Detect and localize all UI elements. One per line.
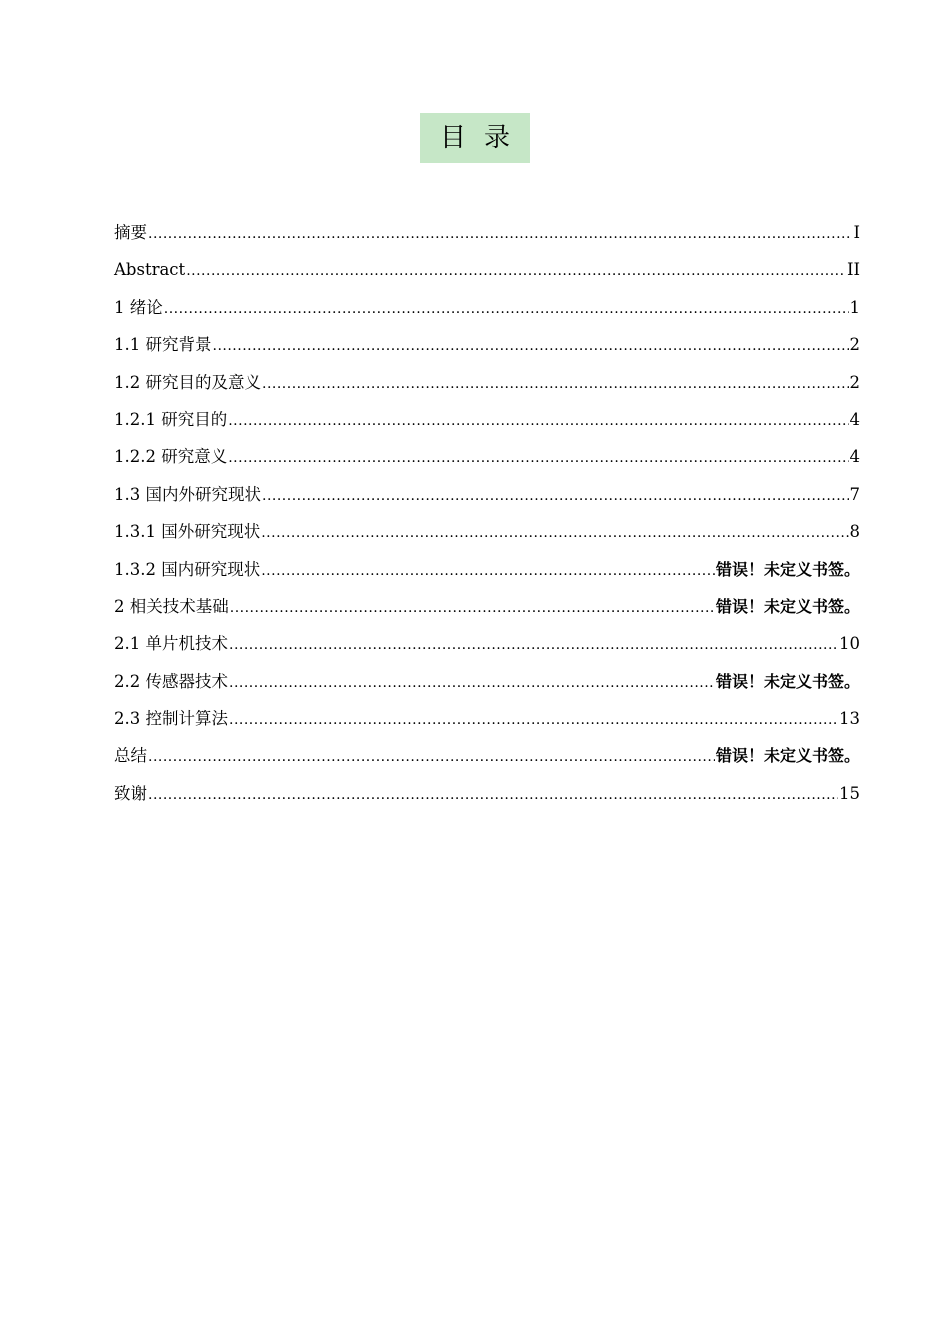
toc-dot-leader bbox=[262, 478, 849, 515]
toc-entry-1-2-1[interactable] bbox=[114, 401, 860, 438]
toc-entry-1[interactable] bbox=[114, 289, 860, 326]
toc-entry-label: 总结 bbox=[114, 746, 147, 766]
toc-entry-1-2[interactable] bbox=[114, 364, 860, 401]
toc-entry-2-2[interactable] bbox=[114, 663, 860, 700]
toc-entry-label: Abstract bbox=[114, 260, 186, 280]
toc-entry-bookmark-error: 错误！未定义书签。 bbox=[715, 671, 860, 691]
toc-entry-page: 7 bbox=[849, 484, 860, 504]
toc-entry-label: 2 相关技术基础 bbox=[114, 596, 229, 616]
toc-dot-leader bbox=[229, 702, 838, 739]
toc-entry-label: 1.3.1 国外研究现状 bbox=[114, 522, 261, 542]
toc-entry-1-3-2[interactable] bbox=[114, 551, 860, 588]
toc-entry-page: 4 bbox=[849, 409, 860, 429]
toc-entry-1-3-1[interactable] bbox=[114, 513, 860, 550]
table-of-contents bbox=[114, 214, 860, 812]
toc-entry-label: 摘要 bbox=[114, 223, 147, 242]
toc-entry-2-3[interactable] bbox=[114, 700, 860, 737]
toc-dot-leader bbox=[148, 216, 852, 253]
toc-entry-summary[interactable] bbox=[114, 737, 860, 774]
toc-dot-leader bbox=[229, 665, 715, 702]
toc-dot-leader bbox=[261, 553, 715, 590]
toc-entry-label: 致谢 bbox=[114, 783, 147, 803]
toc-dot-leader bbox=[148, 777, 838, 814]
toc-entry-1-1[interactable] bbox=[114, 326, 860, 363]
toc-entry-acknowledgements[interactable] bbox=[114, 775, 860, 812]
toc-entry-label: 2.1 单片机技术 bbox=[114, 634, 228, 654]
toc-entry-bookmark-error: 错误！未定义书签。 bbox=[715, 596, 860, 616]
toc-entry-2-1[interactable] bbox=[114, 625, 860, 662]
toc-entry-page: 4 bbox=[849, 447, 860, 467]
toc-dot-leader bbox=[261, 515, 848, 552]
toc-entry-2[interactable] bbox=[114, 588, 860, 625]
toc-dot-leader bbox=[228, 403, 848, 440]
toc-entry-1-3[interactable] bbox=[114, 476, 860, 513]
toc-entry-label: 1.1 研究背景 bbox=[114, 335, 212, 355]
toc-entry-page: 10 bbox=[839, 634, 860, 654]
toc-entry-abstract-en[interactable] bbox=[114, 251, 860, 288]
title-area bbox=[0, 113, 950, 163]
toc-entry-page: 2 bbox=[849, 372, 860, 392]
toc-dot-leader bbox=[164, 291, 849, 328]
toc-entry-page: II bbox=[846, 260, 860, 280]
toc-entry-1-2-2[interactable] bbox=[114, 438, 860, 475]
toc-entry-label: 1.3 国内外研究现状 bbox=[114, 484, 261, 504]
toc-entry-label: 1.2.1 研究目的 bbox=[114, 409, 228, 429]
toc-dot-leader bbox=[229, 627, 838, 664]
toc-entry-bookmark-error: 错误！未定义书签。 bbox=[715, 746, 860, 766]
toc-entry-page: 1 bbox=[849, 297, 860, 317]
toc-entry-label: 1.2.2 研究意义 bbox=[114, 447, 228, 467]
toc-title: 目录 bbox=[420, 113, 530, 163]
toc-entry-bookmark-error: 错误！未定义书签。 bbox=[715, 559, 860, 579]
toc-entry-page: 13 bbox=[839, 709, 860, 729]
toc-entry-page: 15 bbox=[839, 783, 860, 803]
toc-dot-leader bbox=[262, 366, 849, 403]
toc-entry-label: 1.3.2 国内研究现状 bbox=[114, 559, 261, 579]
toc-entry-label: 2.2 传感器技术 bbox=[114, 671, 228, 691]
toc-entry-label: 2.3 控制计算法 bbox=[114, 709, 228, 729]
toc-entry-abstract-cn[interactable] bbox=[114, 214, 860, 251]
toc-entry-page: I bbox=[853, 223, 860, 242]
toc-entry-label: 1.2 研究目的及意义 bbox=[114, 372, 261, 392]
toc-entry-page: 2 bbox=[849, 335, 860, 355]
toc-entry-page: 8 bbox=[849, 522, 860, 542]
toc-dot-leader bbox=[230, 590, 715, 627]
toc-dot-leader bbox=[213, 328, 849, 365]
toc-dot-leader bbox=[148, 739, 715, 776]
toc-dot-leader bbox=[186, 253, 846, 290]
toc-entry-label: 1 绪论 bbox=[114, 297, 163, 317]
toc-dot-leader bbox=[228, 440, 848, 477]
